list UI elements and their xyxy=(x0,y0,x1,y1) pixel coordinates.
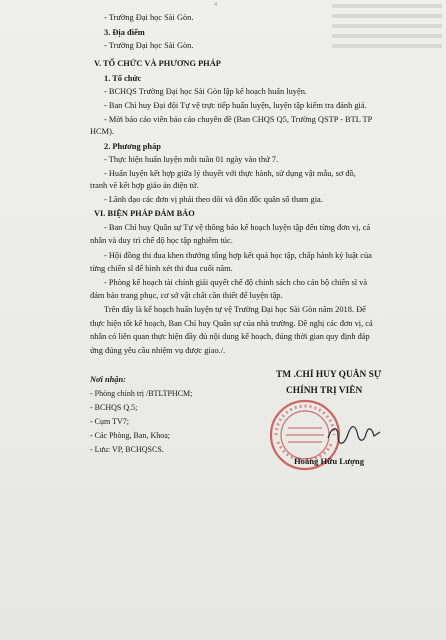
text-line: - Ban Chỉ huy Đại đội Tự vệ trực tiếp huấn luyện, luyện tập kiểm tra đánh giá. xyxy=(104,101,367,110)
location-item: - Trường Đại học Sài Gòn. xyxy=(104,41,194,50)
recipient-item: - Cụm TV7; xyxy=(90,417,129,426)
section-6-title: VI. BIỆN PHÁP ĐẢM BẢO xyxy=(94,209,195,218)
signature-title-line1: TM .CHỈ HUY QUÂN SỰ xyxy=(276,370,382,380)
text-line: - BCHQS Trường Đại học Sài Gòn lập kế hoạch huấn luyện. xyxy=(104,87,307,96)
text-line: - Lãnh đạo các đơn vị phải theo dõi và đôn đốc quân số tham gia. xyxy=(104,195,323,204)
text-line: tranh vẽ kết hợp giáo án điện tử. xyxy=(90,181,199,190)
section-3-title: 3. Địa điểm xyxy=(104,28,145,37)
text-line: đảm bảo trang phục, cơ sở vật chất cần thiết để luyện tập. xyxy=(90,291,283,300)
text-line: nhân và duy trì chế độ học tập nghiêm túc. xyxy=(90,236,233,245)
location-item: - Trường Đại học Sài Gòn. xyxy=(104,13,194,22)
text-line: - Thực hiện huấn luyện mỗi tuần 01 ngày vào thứ 7. xyxy=(104,155,279,164)
text-line: - Phòng kế hoạch tài chính giải quyết chế độ chính sách cho cán bộ chiến sĩ và xyxy=(104,278,368,287)
text-line: - Ban Chỉ huy Quân sự Tự vệ thông báo kế hoạch luyện tập đến từng đơn vị, cá xyxy=(104,223,371,232)
text-line: - Huấn luyện kết hợp giữa lý thuyết với thực hành, sử dụng vật mẫu, sơ đồ, xyxy=(104,169,356,178)
text-line: Trên đây là kế hoạch huấn luyện tự vệ Trường Đại học Sài Gòn năm 2018. Để xyxy=(104,305,366,314)
text-line: thực hiện tốt kế hoạch, Ban Chỉ huy Quân sự của nhà trường. Đề nghị các đơn vị, cá xyxy=(90,319,373,328)
text-line: nhân có liên quan thực hiện đầy đủ nội dung kế hoạch, đúng thời gian quy định đáp xyxy=(90,332,370,341)
text-line: từng chiến sĩ để bình xét thi đua cuối năm. xyxy=(90,264,233,273)
signer-name: Hoàng Hữu Lượng xyxy=(294,456,364,466)
recipient-item: - Phòng chính trị /BTLTPHCM; xyxy=(90,389,193,398)
signature-title-line2: CHÍNH TRỊ VIÊN xyxy=(286,386,363,396)
text-line: - Mời báo cáo viên báo cáo chuyên đề (Ban CHQS Q5, Trường QSTP - BTL TP xyxy=(104,115,373,124)
page-number: 4 xyxy=(214,2,217,8)
section-5-title: V. TỔ CHỨC VÀ PHƯƠNG PHÁP xyxy=(94,59,221,68)
subsection-2-title: 2. Phương pháp xyxy=(104,142,161,151)
recipient-item: - Lưu: VP, BCHQSCS. xyxy=(90,445,164,454)
show-through-text xyxy=(332,4,442,74)
recipient-item: - BCHQS Q.5; xyxy=(90,403,138,412)
recipient-item: - Các Phòng, Ban, Khoa; xyxy=(90,431,170,440)
handwritten-signature-icon xyxy=(326,420,382,448)
text-line: HCM). xyxy=(90,127,114,136)
text-line: ứng đúng yêu cầu nhiệm vụ được giao./. xyxy=(90,346,226,355)
text-line: - Hội đồng thi đua khen thưởng tổng hợp kết quả học tập, chấp hành kỷ luật của xyxy=(104,251,372,260)
recipients-title: Nơi nhận: xyxy=(90,375,126,384)
subsection-1-title: 1. Tổ chức xyxy=(104,74,142,83)
